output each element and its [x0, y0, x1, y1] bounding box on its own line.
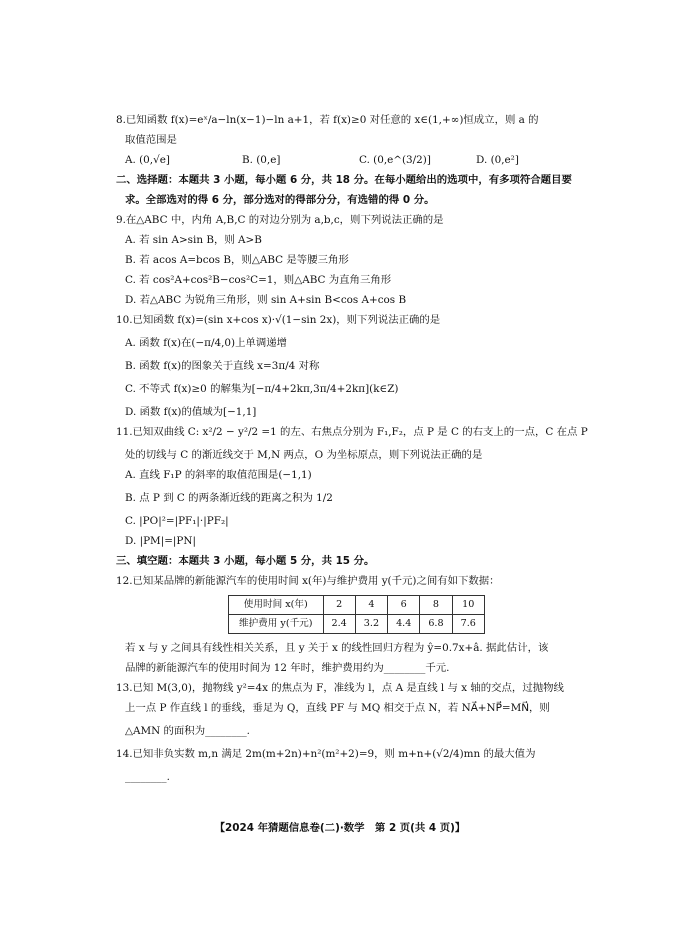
q12-stem-line2: 若 x 与 y 之间具有线性相关关系，且 y 关于 x 的线性回归方程为 ŷ=0.7x+â. 据此估计，该 [125, 641, 549, 654]
table-cell: 6 [388, 596, 420, 615]
q12-stem-line1: 12.已知某品牌的新能源汽车的使用时间 x(年)与维护费用 y(千元)之间有如下数据： [116, 575, 500, 587]
q13-stem-line3: △AMN 的面积为________. [125, 724, 250, 737]
q10-option-d: D. 函数 f(x)的值域为[−1,1] [125, 406, 257, 418]
q14-stem-line2: ________. [125, 770, 170, 783]
table-cell: 4 [355, 596, 387, 615]
question-8 [116, 114, 628, 167]
table-cell: 2 [323, 596, 355, 615]
section-2-line2: 求。全部选对的得 6 分，部分选对的得部分分，有选错的得 0 分。 [125, 194, 435, 206]
q10-option-b: B. 函数 f(x)的图象关于直线 x=3π/4 对称 [125, 360, 320, 372]
question-13 [116, 682, 628, 738]
q12-data-table [228, 595, 485, 634]
q8-stem-line2: 取值范围是 [125, 134, 177, 146]
section-2-heading [116, 174, 628, 207]
q11-stem-line2: 处的切线与 C 的渐近线交于 M,N 两点，O 为坐标原点，则下列说法正确的是 [125, 449, 483, 461]
question-12 [116, 575, 628, 675]
q9-stem: 9.在△ABC 中，内角 A,B,C 的对边分别为 a,b,c，则下列说法正确的是 [116, 214, 444, 226]
q13-stem-line1: 13.已知 M(3,0)，抛物线 y²=4x 的焦点为 F，准线为 l，点 A 是直线 l 与 x 轴的交点，过抛物线 [116, 681, 564, 694]
table-cell: 6.8 [420, 614, 452, 633]
table-cell: 7.6 [452, 614, 484, 633]
q9-option-b: B. 若 acos A=bcos B，则△ABC 是等腰三角形 [125, 254, 349, 266]
question-11 [116, 426, 628, 548]
question-14 [116, 748, 628, 784]
q9-option-d: D. 若△ABC 为锐角三角形，则 sin A+sin B<cos A+cos B [125, 294, 407, 306]
q11-option-a: A. 直线 F₁P 的斜率的取值范围是(−1,1) [125, 469, 312, 481]
section-2-line1: 二、选择题：本题共 3 小题，每小题 6 分，共 18 分。在每小题给出的选项中，有多项符合题目要 [116, 174, 572, 186]
table-cell: 2.4 [323, 614, 355, 633]
q9-option-c: C. 若 cos²A+cos²B−cos²C=1，则△ABC 为直角三角形 [125, 274, 392, 286]
page-footer: 【2024 年猜题信息卷(二)·数学 第 2 页(共 4 页)】 [214, 822, 466, 834]
q12-stem-line3: 品牌的新能源汽车的使用时间为 12 年时，维护费用约为________千元. [125, 661, 450, 674]
q11-option-d: D. |PM|=|PN| [125, 535, 196, 547]
table-cell: 10 [452, 596, 484, 615]
q14-stem-line1: 14.已知非负实数 m,n 满足 2m(m+2n)+n²(m²+2)=9，则 m+n+(√2/4)mn 的最大值为 [116, 747, 536, 760]
q8-option-b: B. (0,e] [242, 154, 281, 166]
section-3-heading [116, 555, 628, 568]
q8-option-d: D. (0,e²] [476, 154, 519, 166]
section-3-line1: 三、填空题：本题共 3 小题，每小题 5 分，共 15 分。 [116, 555, 375, 567]
question-9 [116, 214, 628, 307]
table-cell: 3.2 [355, 614, 387, 633]
table-cell: 8 [420, 596, 452, 615]
table-cell: 使用时间 x(年) [229, 596, 324, 615]
q8-option-a: A. (0,√e] [125, 154, 170, 166]
q8-stem-line1: 8.已知函数 f(x)=eˣ/a−ln(x−1)−ln a+1，若 f(x)≥0 对任意的 x∈(1,+∞)恒成立，则 a 的 [116, 114, 539, 126]
table-row [229, 596, 485, 615]
q13-stem-line2: 上一点 P 作直线 l 的垂线，垂足为 Q，直线 PF 与 MQ 相交于点 N，若 NA⃗+NP⃗=MN⃗，则 [125, 701, 550, 714]
q11-stem-line1: 11.已知双曲线 C: x²/2 − y²/2 =1 的左、右焦点分别为 F₁,F₂，点 P 是 C 的右支上的一点，C 在点 P [116, 426, 588, 438]
q8-option-c: C. (0,e^(3/2)] [359, 154, 431, 166]
q9-option-a: A. 若 sin A>sin B，则 A>B [125, 234, 262, 246]
table-cell: 维护费用 y(千元) [229, 614, 324, 633]
q10-option-c: C. 不等式 f(x)≥0 的解集为[−π/4+2kπ,3π/4+2kπ](k∈Z) [125, 383, 399, 395]
question-10 [116, 314, 628, 419]
table-row [229, 614, 485, 633]
q8-options [125, 154, 628, 167]
table-cell: 4.4 [388, 614, 420, 633]
q10-stem: 10.已知函数 f(x)=(sin x+cos x)·√(1−sin 2x)，则下列说法正确的是 [116, 314, 441, 326]
q11-option-b: B. 点 P 到 C 的两条渐近线的距离之积为 1/2 [125, 492, 333, 504]
q11-option-c: C. |PO|²=|PF₁|·|PF₂| [125, 515, 229, 527]
q10-option-a: A. 函数 f(x)在(−π/4,0)上单调递增 [125, 337, 288, 349]
